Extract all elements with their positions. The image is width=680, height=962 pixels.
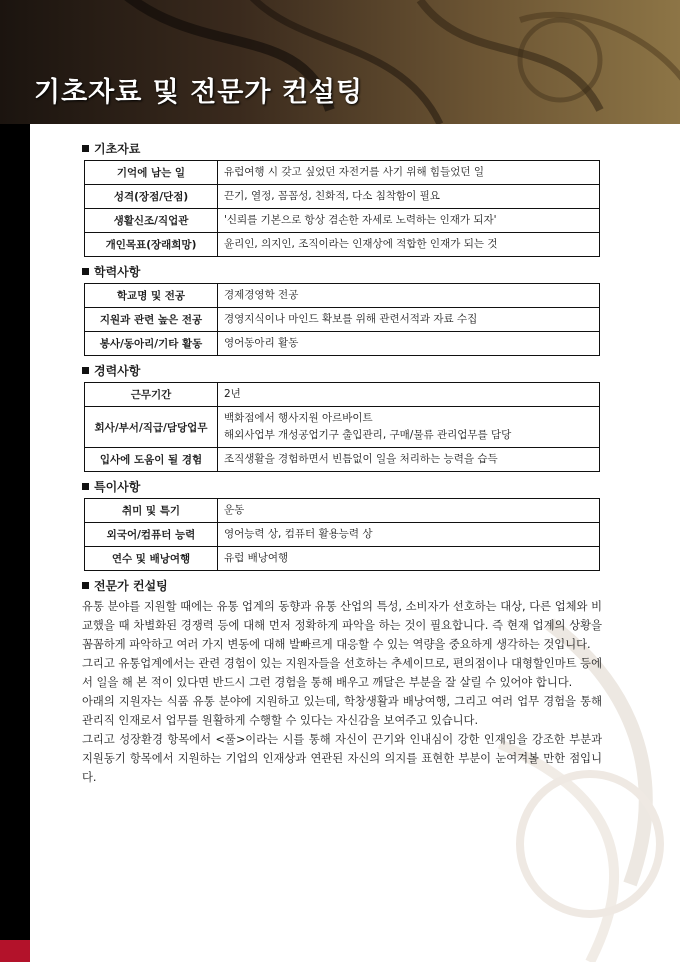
consulting-paragraph: 유통 분야를 지원할 때에는 유통 업계의 동향과 유통 산업의 특성, 소비자가 선호하는 대상, 다른 업체와 비교했을 때 차별화된 경쟁력 등에 대해 먼저 정확하게 파악을 하는 것이 필요합니다. 즉 현재 업계의 상황을 꼼꼼하게 파악하고 여러 가지 변동에 대해 발빠르게 대응할 수 있는 역량을 중요하게 생각하는 것입니다. — [82, 600, 602, 651]
table-row: 지원과 관련 높은 전공 경영지식이나 마인드 확보를 위해 관련서적과 자료 수집 — [85, 308, 600, 332]
section-heading-basic: 기초자료 — [82, 140, 602, 157]
section-heading-special: 특이사항 — [82, 478, 602, 495]
special-table — [84, 498, 600, 571]
content-area — [82, 140, 602, 787]
bullet-square-icon — [82, 367, 89, 374]
section-heading-consulting: 전문가 컨설팅 — [82, 577, 602, 594]
table-row: 성격(장점/단점) 끈기, 열정, 꼼꼼성, 친화적, 다소 침착함이 필요 — [85, 185, 600, 209]
table-row: 근무기간 2년 — [85, 383, 600, 407]
basic-info-table — [84, 160, 600, 257]
left-red-accent — [0, 940, 30, 962]
left-black-bar — [0, 124, 30, 962]
header-banner — [0, 0, 680, 124]
table-row: 개인목표(장래희망) 윤리인, 의지인, 조직이라는 인재상에 적합한 인재가 되는 것 — [85, 233, 600, 257]
table-row: 입사에 도움이 될 경험 조직생활을 경험하면서 빈틈없이 일을 처리하는 능력을 습득 — [85, 448, 600, 472]
bullet-square-icon — [82, 145, 89, 152]
table-row: 연수 및 배낭여행 유럽 배낭여행 — [85, 547, 600, 571]
table-row: 기억에 남는 일 유럽여행 시 갖고 싶었던 자전거를 사기 위해 힘들었던 일 — [85, 161, 600, 185]
section-heading-career: 경력사항 — [82, 362, 602, 379]
table-row: 취미 및 특기 운동 — [85, 499, 600, 523]
table-row: 외국어/컴퓨터 능력 영어능력 상, 컴퓨터 활용능력 상 — [85, 523, 600, 547]
table-row: 봉사/동아리/기타 활동 영어동아리 활동 — [85, 332, 600, 356]
consulting-paragraph: 그리고 성장환경 항목에서 <풀>이라는 시를 통해 자신이 끈기와 인내심이 강한 인재임을 강조한 부분과 지원동기 항목에서 지원하는 기업의 인재상과 연관된 자신의 의지를 표현한 부분이 눈여겨볼 만한 점입니다. — [82, 733, 602, 784]
consulting-paragraph: 그리고 유통업계에서는 관련 경험이 있는 지원자들을 선호하는 추세이므로, 편의점이나 대형할인마트 등에서 일을 해 본 적이 있다면 반드시 그런 경험을 통해 배우고 깨달은 부분을 잘 살릴 수 있어야 합니다. — [82, 657, 602, 689]
bullet-square-icon — [82, 483, 89, 490]
bullet-square-icon — [82, 268, 89, 275]
education-table — [84, 283, 600, 356]
page-title: 기초자료 및 전문가 컨설팅 — [34, 77, 364, 108]
table-row: 학교명 및 전공 경제경영학 전공 — [85, 284, 600, 308]
table-row: 생활신조/직업관 '신뢰를 기본으로 항상 겸손한 자세로 노력하는 인재가 되자' — [85, 209, 600, 233]
career-table — [84, 382, 600, 472]
consulting-paragraph: 아래의 지원자는 식품 유통 분야에 지원하고 있는데, 학창생활과 배낭여행, 그리고 여러 업무 경험을 통해 관리직 인재로서 업무를 원활하게 수행할 수 있다는 자신감을 보여주고 있습니다. — [82, 695, 602, 727]
table-row: 회사/부서/직급/담당업무 백화점에서 행사지원 아르바이트 해외사업부 개성공업기구 출입관리, 구매/물류 관리업무를 담당 — [85, 407, 600, 448]
bullet-square-icon — [82, 582, 89, 589]
section-heading-education: 학력사항 — [82, 263, 602, 280]
